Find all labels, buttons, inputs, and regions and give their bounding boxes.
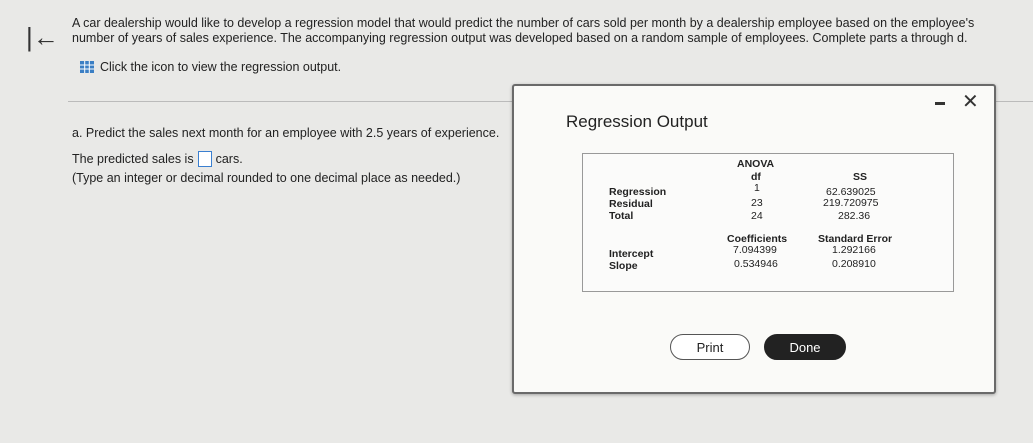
answer-input[interactable] bbox=[198, 151, 212, 167]
back-arrow-icon[interactable]: |← bbox=[26, 22, 59, 52]
dialog-title: Regression Output bbox=[566, 112, 708, 131]
row-label-residual: Residual bbox=[609, 198, 653, 210]
icon-instruction-text: Click the icon to view the regression output. bbox=[100, 60, 342, 74]
predicted-prefix: The predicted sales is bbox=[72, 152, 194, 166]
anova-header-df: df bbox=[751, 171, 761, 183]
row-label-intercept: Intercept bbox=[609, 248, 654, 260]
intercept-se: 1.292166 bbox=[832, 244, 876, 256]
regression-df: 1 bbox=[754, 182, 760, 194]
print-button[interactable]: Print bbox=[670, 334, 750, 360]
slope-coef: 0.534946 bbox=[734, 258, 778, 270]
table-grid-icon[interactable] bbox=[80, 61, 94, 73]
answer-hint: (Type an integer or decimal rounded to one decimal place as needed.) bbox=[72, 171, 461, 185]
question-a: a. Predict the sales next month for an employee with 2.5 years of experience. bbox=[72, 126, 500, 140]
close-icon[interactable]: ✕ bbox=[962, 91, 979, 113]
row-label-regression: Regression bbox=[609, 186, 667, 198]
row-label-slope: Slope bbox=[609, 260, 638, 272]
divider bbox=[68, 101, 514, 102]
residual-df: 23 bbox=[751, 197, 763, 209]
regression-ss: 62.639025 bbox=[826, 186, 876, 198]
minimize-icon[interactable] bbox=[935, 102, 945, 105]
coef-header: Coefficients bbox=[727, 233, 788, 245]
intercept-coef: 7.094399 bbox=[733, 244, 777, 256]
slope-se: 0.208910 bbox=[832, 258, 876, 270]
predicted-suffix: cars. bbox=[215, 152, 243, 166]
divider bbox=[994, 101, 1033, 102]
done-button[interactable]: Done bbox=[764, 334, 846, 360]
anova-header-ss: SS bbox=[853, 171, 868, 183]
regression-output-dialog bbox=[512, 84, 996, 394]
residual-ss: 219.720975 bbox=[823, 197, 879, 209]
regression-table bbox=[582, 153, 954, 292]
anova-title: ANOVA bbox=[737, 158, 775, 170]
row-label-total: Total bbox=[609, 210, 634, 222]
total-ss: 282.36 bbox=[838, 210, 871, 222]
problem-statement: A car dealership would like to develop a regression model that would predict the number of cars sold per month by a dealership employee based on the employee's number of years of sales experience. The accompanying regression output was developed based on a random sample of employees. Complete parts a through d. bbox=[72, 16, 975, 45]
predicted-sales-row bbox=[72, 151, 243, 167]
icon-instruction-row bbox=[80, 60, 341, 74]
total-df: 24 bbox=[751, 210, 763, 222]
se-header: Standard Error bbox=[818, 233, 893, 245]
